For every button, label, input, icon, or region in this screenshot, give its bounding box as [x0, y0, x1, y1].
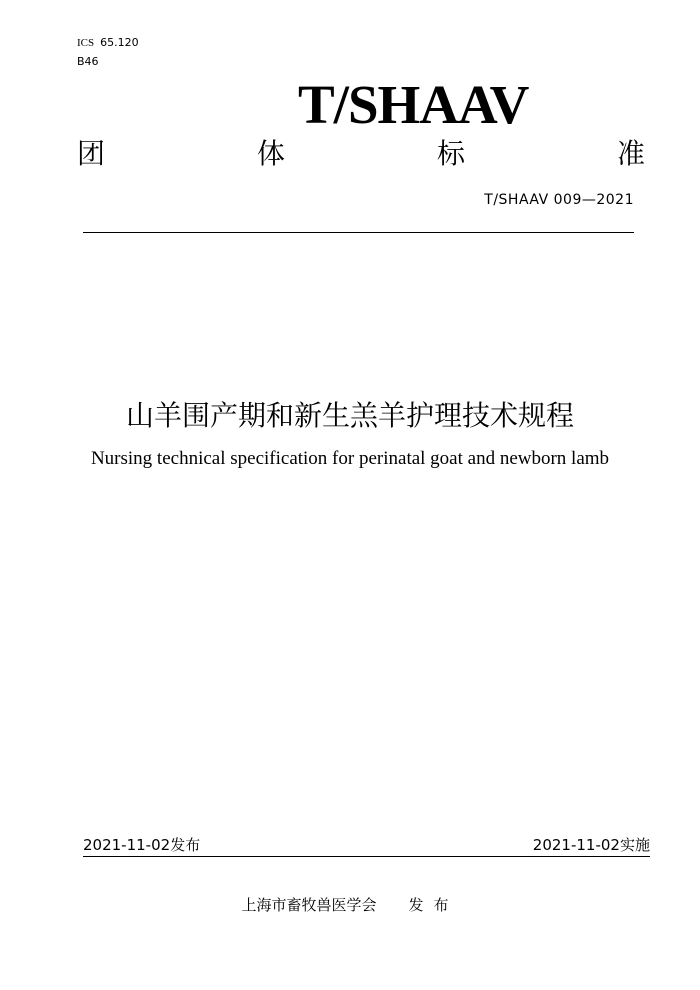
- standard-type-char: 体: [256, 137, 285, 170]
- header-divider: [83, 232, 634, 233]
- implement-date-line: [533, 835, 650, 855]
- title-chinese: 山羊围产期和新生羔羊护理技术规程: [125, 399, 574, 432]
- issue-label: 发布: [170, 836, 201, 854]
- organization-code: T/SHAAV: [298, 74, 529, 135]
- classification-code: B46: [77, 55, 99, 68]
- implement-label: 实施: [619, 836, 650, 854]
- ics-code: [77, 36, 139, 50]
- title-english: Nursing technical specification for perinatal goat and newborn lamb: [90, 448, 610, 469]
- publisher-name: 上海市畜牧兽医学会: [241, 896, 377, 914]
- publish-action: 发布: [408, 896, 459, 914]
- footer-divider: [83, 856, 650, 857]
- standard-type-char: 准: [616, 137, 645, 170]
- ics-label: ICS: [77, 37, 95, 49]
- publisher-line: [0, 895, 700, 915]
- issue-date: 2021-11-02: [83, 836, 171, 854]
- ics-value: 65.120: [100, 36, 139, 49]
- standard-type-char: 标: [436, 137, 465, 170]
- standard-type-heading: [77, 134, 645, 174]
- implement-date: 2021-11-02: [532, 836, 620, 854]
- issue-date-line: [83, 835, 200, 855]
- standard-number: T/SHAAV 009—2021: [484, 192, 634, 208]
- standard-type-char: 团: [77, 137, 106, 170]
